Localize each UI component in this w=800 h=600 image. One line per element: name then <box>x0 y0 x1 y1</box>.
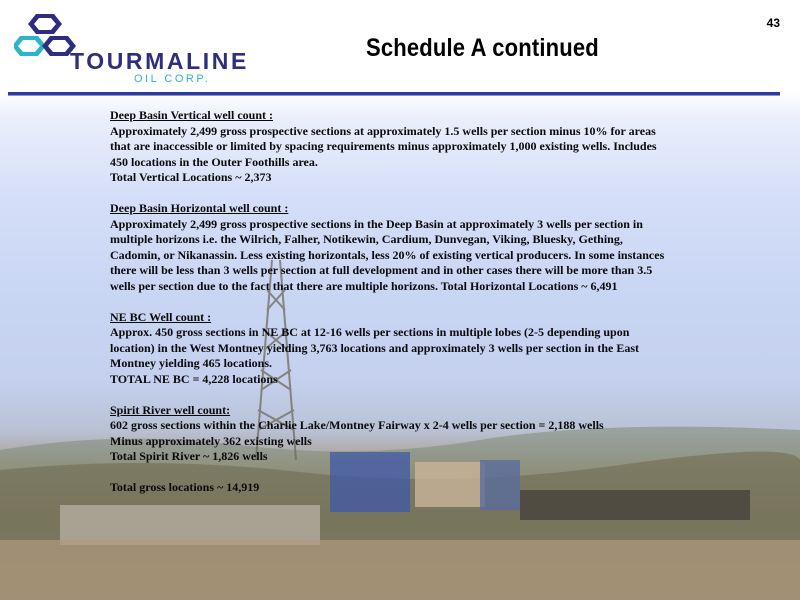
logo-subtitle: OIL CORP. <box>134 73 211 85</box>
text-line: Approximately 2,499 gross prospective sections in the Deep Basin at approximately 3 wells per section in <box>110 216 643 231</box>
text-line: Approx. 450 gross sections in NE BC at 12-16 wells per sections in multiple lobes (2-5 depending upon <box>110 325 630 339</box>
text-line: location) in the West Montney yielding 3,763 locations and approximately 3 wells per section in the East <box>110 340 640 355</box>
text-line: that are inaccessible or limited by spacing requirements minus approximately 1,000 existing wells. Includes <box>110 139 657 153</box>
section-heading: Deep Basin Vertical well count : <box>110 108 273 122</box>
text-line: Total Vertical Locations ~ 2,373 <box>110 170 272 184</box>
section-deep-basin-vertical <box>110 108 740 186</box>
text-line: Cadomin, or Nikanassin. Less existing horizontals, less 20% of existing vertical producers. In some instances <box>110 247 665 262</box>
text-line: Approximately 2,499 gross prospective sections at approximately 1.5 wells per section minus 10% for areas <box>110 123 656 138</box>
text-line: 450 locations in the Outer Foothills area. <box>110 154 318 169</box>
text-line: wells per section due to the fact that there are multiple horizons. Total Horizontal Locations ~ 6,491 <box>110 278 618 293</box>
total-gross-locations: Total gross locations ~ 14,919 <box>110 480 260 494</box>
slide-title: Schedule A continued <box>366 34 599 62</box>
section-spirit-river <box>110 403 740 465</box>
section-heading: Spirit River well count: <box>110 402 231 417</box>
text-line: Montney yielding 465 locations. <box>110 356 273 370</box>
logo-wordmark: TOURMALINE <box>70 48 249 74</box>
text-line: there will be less than 3 wells per section at full development and in other cases there will be more than 3.5 <box>110 263 653 277</box>
text-line: multiple horizons i.e. the Wilrich, Falher, Notikewin, Cardium, Dunvegan, Viking, Bluesky, Gething, <box>110 232 623 246</box>
section-heading: Deep Basin Horizontal well count : <box>110 201 289 215</box>
title-divider <box>8 92 780 96</box>
slide-body <box>110 108 740 496</box>
text-line: TOTAL NE BC = 4,228 locations <box>110 371 278 386</box>
section-ne-bc <box>110 310 740 388</box>
text-line: 602 gross sections within the Charlie Lake/Montney Fairway x 2-4 wells per section = 2,188 wells <box>110 418 604 432</box>
section-deep-basin-horizontal <box>110 201 740 294</box>
page-number: 43 <box>766 16 780 30</box>
text-line: Minus approximately 362 existing wells <box>110 433 312 448</box>
company-logo <box>14 10 249 85</box>
text-line: Total Spirit River ~ 1,826 wells <box>110 449 268 463</box>
section-heading: NE BC Well count : <box>110 309 212 324</box>
